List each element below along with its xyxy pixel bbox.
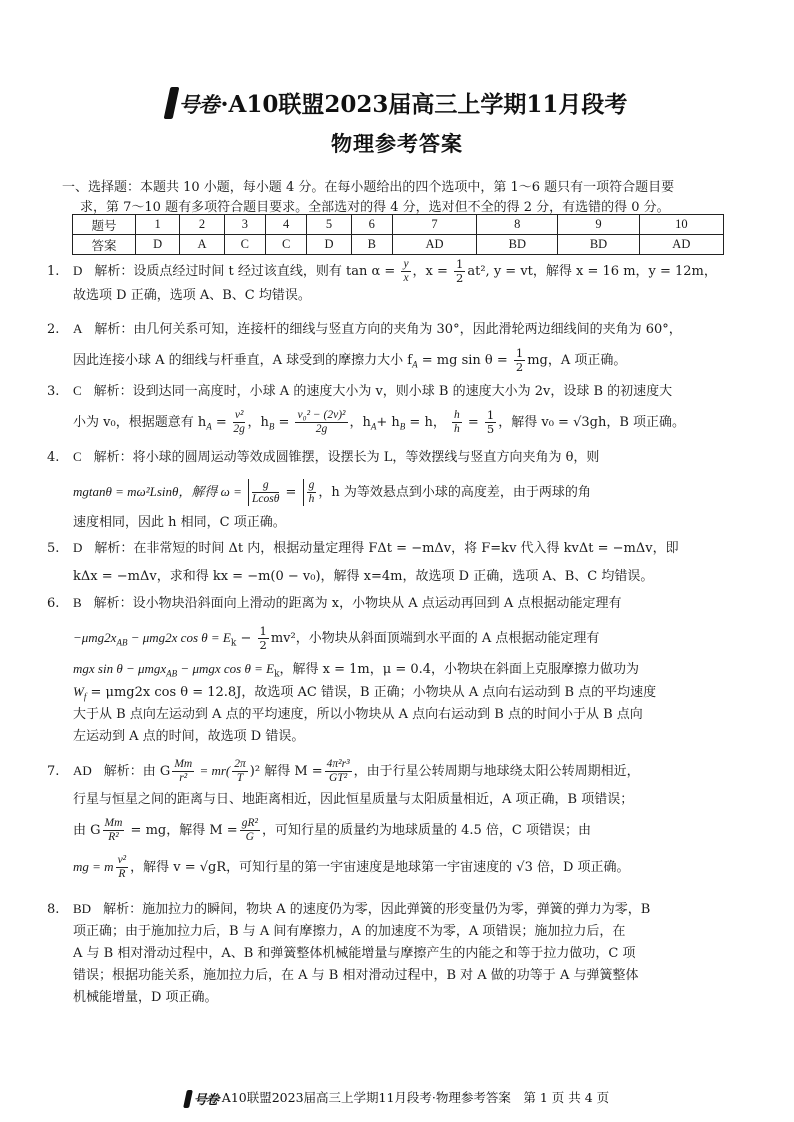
solution-text: kΔx = −mΔv，求和得 kx = −m(0 − v₀)，解得 x=4m，故选项 D 正确，选项 A、B、C 均错误。 [73, 569, 654, 584]
fraction [233, 409, 246, 436]
solution-item-3 [47, 380, 737, 436]
fraction [172, 758, 194, 785]
solution-text: 错误；根据功能关系，施加拉力后，在 A 与 B 相对滑动过程中，B 对 A 做的功等于 A 与弹簧整体 [73, 968, 639, 983]
denominator: h [308, 493, 315, 505]
numerator: g [252, 479, 279, 493]
solution-text: = μmg2x cos θ = 12.8J，故选项 AC 错误，B 正确；小物块从 A 点向右运动到 B 点的平均速度 [86, 685, 657, 700]
denominator: 2g [233, 423, 245, 435]
table-cell: 6 [351, 215, 392, 235]
solution-item-7 [47, 758, 737, 881]
brush-mark-icon [163, 87, 179, 119]
solution-text: W [73, 684, 84, 699]
solution-text: − μmgx cos θ = E [177, 661, 275, 676]
subscript: AB [116, 637, 128, 648]
solution-text: = [274, 415, 294, 430]
fraction [295, 409, 347, 436]
fraction [303, 479, 317, 506]
solution-item-2 [47, 318, 737, 374]
numerator: v² [234, 409, 244, 421]
fraction [325, 758, 352, 785]
section-intro [62, 178, 734, 218]
solution-item-8 [47, 898, 737, 1009]
denominator: GT² [329, 772, 348, 784]
solution-text: 解析：由几何关系可知，连接杆的细线与竖直方向的夹角为 30°，因此滑轮两边细线间的夹角为 60°， [94, 322, 682, 337]
fraction [240, 817, 260, 844]
table-row-numbers [73, 215, 724, 235]
denominator: 5 [486, 422, 495, 436]
solution-text: ，解得 x = 1m，μ = 0.4，小物块在斜面上克服摩擦力做功为 [279, 662, 640, 677]
table-cell: AD [639, 235, 723, 255]
fraction [116, 854, 129, 881]
table-cell: 10 [639, 215, 723, 235]
fraction [103, 817, 125, 844]
solution-text: −μmg2x [73, 630, 117, 645]
table-cell: D [136, 235, 180, 255]
table-cell: 1 [136, 215, 180, 235]
table-cell: 8 [477, 215, 558, 235]
solution-item-4: 4. C 解析：将小球的圆周运动等效成圆锥摆，设摆长为 L，等效摆线与竖直方向夹角为 θ，则 mgtanθ = mω²Lsinθ，解得 ω = $\frac{g}{Lcos\theta}$ = $\frac{g}{h}$ ，h 为等效悬点到小球的高度差，由于两球的角 速度相同，因此 h 相同，C 项正确。 [47, 446, 737, 534]
intro-line-2: 求，第 7～10 题有多项符合题目要求。全部选对的得 4 分，选对但不全的得 2 分，有选错的得 0 分。 [80, 200, 670, 215]
item-answer: AD [73, 763, 92, 778]
fraction [454, 258, 465, 285]
solution-text: 解析：由 G [103, 764, 171, 779]
table-cell: 4 [265, 215, 306, 235]
solution-text: 小为 v₀，根据题意有 h [73, 415, 207, 430]
solution-text: = mg，解得 M = [126, 823, 238, 838]
document-subtitle: 物理参考答案 [331, 131, 463, 156]
solution-text: 行星与恒星之间的距离与日、地距离相近，因此恒星质量与太阳质量相近，A 项正确，B 项错误； [73, 792, 634, 807]
numerator: 1 [486, 408, 495, 422]
table-cell: C [224, 235, 265, 255]
numerator: 1 [259, 624, 267, 638]
solution-text: 解析：设小物块沿斜面向上滑动的距离为 x，小物块从 A 点运动再回到 A 点根据动能定理有 [93, 596, 622, 611]
page-footer [0, 1088, 794, 1108]
solution-text: 解析：施加拉力的瞬间，物块 A 的速度仍为零，因此弹簧的形变量仍为零，弹簧的弹力为零，B [103, 902, 651, 917]
solution-text: mgx sin θ − μmgx [73, 661, 167, 676]
solution-text: 解析：将小球的圆周运动等效成圆锥摆，设摆长为 L，等效摆线与竖直方向夹角为 θ，则 [93, 450, 600, 465]
solution-text: A 与 B 相对滑动过程中，A、B 和弹簧整体机械能增量与摩擦产生的内能之和等于拉力做功，C 项 [73, 946, 636, 961]
solution-text: mv²，小物块从斜面顶端到水平面的 A 点根据动能定理有 [270, 631, 600, 646]
numerator: Mm [104, 817, 123, 829]
answer-table [72, 214, 724, 255]
table-cell: 2 [180, 215, 224, 235]
denominator: G [245, 831, 254, 843]
solution-text: = [211, 415, 231, 430]
fraction [401, 258, 410, 285]
denominator: 2 [259, 638, 267, 652]
solution-item-6: 6. B 解析：设小物块沿斜面向上滑动的距离为 x，小物块从 A 点运动再回到 A 点根据动能定理有 $-\mu mg2x_{AB} - \mu mg2x$ $\cos \theta = E_k$ − $\frac{1}{2}$ mv²，小物块从斜面顶端到水平面的 A 点根据动能定理有 mgx sin θ − μmgx$_{AB}$ − μmgx $\cos \theta = E_k$，解得 x = 1m，μ = 0.4，小物块在斜面上克服摩擦力做功为 $W_f = \mu mg2x$ cos θ = 12.8J，故选项 AC 错误，B 正确；小物块从 A 点向右运动到 B 点的平均速度 大于从 B 点向左运动到 A 点的平均速度，所以小物块从 A 点向右运动到 B 点的时间小于从 B 点向 左运动到 A 点的时间，故选项 D 错误。 [47, 592, 737, 748]
intro-line-1: 一、选择题：本题共 10 小题，每小题 4 分。在每小题给出的四个选项中，第 1～6 题只有一项符合题目要 [62, 180, 675, 195]
item-number: 4. [47, 450, 60, 465]
exam-title: ·A10联盟2023届高三上学期11月段考 [220, 91, 628, 118]
solution-text: 故选项 D 正确，选项 A、B、C 均错误。 [73, 288, 311, 303]
table-cell: BD [477, 235, 558, 255]
denominator: T [236, 772, 244, 784]
denominator: R² [108, 831, 119, 843]
item-answer: C [73, 383, 82, 398]
solution-text: )² 解得 M = [249, 764, 323, 779]
denominator: r² [179, 772, 188, 784]
item-answer: C [73, 449, 82, 464]
subscript: k [230, 638, 237, 649]
numerator: y [403, 258, 409, 270]
brush-mark-icon [183, 1090, 193, 1108]
fraction [248, 479, 279, 506]
fraction [485, 409, 496, 436]
numerator: 1 [456, 257, 464, 271]
numerator: 4π²r³ [326, 758, 350, 770]
item-answer: D [73, 263, 83, 278]
item-number: 3. [47, 384, 60, 399]
subscript: k [274, 669, 280, 680]
solution-text: at², y = vt，解得 x = 16 m，y = 12m， [467, 264, 717, 279]
solution-text: 项正确；由于施加拉力后，B 与 A 间有摩擦力，A 的加速度不为零，A 项错误；施加拉力后，在 [73, 924, 626, 939]
item-number: 2. [47, 322, 60, 337]
solution-text: mg，A 项正确。 [527, 353, 627, 368]
footer-text: ·A10联盟2023届高三上学期11月段考·物理参考答案 第 1 页 共 4 页 [217, 1090, 610, 1105]
logo-text: 号卷 [178, 91, 219, 117]
table-cell: AD [392, 235, 476, 255]
subscript: A [206, 421, 212, 432]
solution-text: ，x = [412, 264, 448, 279]
table-cell: C [265, 235, 306, 255]
solution-text: ，h 为等效悬点到小球的高度差，由于两球的角 [318, 485, 591, 500]
solution-text: 速度相同，因此 h 相同，C 项正确。 [73, 515, 286, 530]
solution-text: 机械能增量，D 项正确。 [73, 990, 218, 1005]
solution-text: 解析：设到达同一高度时，小球 A 的速度大小为 v，则小球 B 的速度大小为 2v，设球 B 的初速度大 [93, 384, 673, 399]
solution-text: + h [376, 415, 400, 430]
solution-text: mg = m [73, 859, 114, 874]
item-answer: B [73, 595, 82, 610]
subscript: AB [166, 668, 178, 679]
item-number: 7. [47, 764, 60, 779]
solution-text: ，h [349, 415, 371, 430]
table-header-cell: 答案 [73, 235, 136, 255]
subscript: f [83, 691, 87, 702]
numerator: h [453, 409, 460, 421]
solution-text: 大于从 B 点向左运动到 A 点的平均速度，所以小物块从 A 点向右运动到 B 点的时间小于从 B 点向 [73, 707, 643, 722]
solution-text: ，解得 v₀ = √3gh，B 项正确。 [498, 415, 685, 430]
item-answer: D [73, 540, 83, 555]
denominator: 2 [456, 271, 464, 285]
solution-text: 解析：设质点经过时间 t 经过该直线，则有 tan α = [94, 264, 396, 279]
solution-text: ，h [247, 415, 269, 430]
table-cell: 5 [307, 215, 351, 235]
denominator: 2g [315, 423, 328, 435]
solution-text: − μmg2x cos θ = E [127, 630, 231, 645]
item-answer: BD [73, 901, 92, 916]
solution-text: = mr( [196, 763, 231, 778]
solution-text: 解析：在非常短的时间 Δt 内，根据动量定理得 FΔt = −mΔv，将 F=kv 代入得 kvΔt = −mΔv，即 [94, 541, 679, 556]
table-cell: A [180, 235, 224, 255]
fraction [452, 409, 462, 436]
solution-text: mgtanθ = mω²Lsinθ，解得 ω = [73, 484, 242, 499]
subscript: A [370, 421, 377, 432]
table-header-cell: 题号 [73, 215, 136, 235]
solution-text: ，可知行星的质量约为地球质量的 4.5 倍，C 项错误；由 [261, 823, 591, 838]
denominator: Lcosθ [252, 493, 280, 505]
table-cell: 3 [224, 215, 265, 235]
solution-text: 由 G [73, 823, 101, 838]
logo-text: 号卷 [193, 1093, 218, 1108]
brand-logo [167, 87, 219, 119]
subscript: B [399, 421, 406, 432]
solution-text: 因此连接小球 A 的细线与杆垂直，A 球受到的摩擦力大小 f [73, 353, 413, 368]
item-answer: A [73, 321, 83, 336]
numerator: v₀² − (2v)² [297, 409, 346, 421]
solution-text: = mg sin θ = [417, 353, 508, 368]
table-row-answers [73, 235, 724, 255]
numerator: Mm [174, 758, 193, 770]
numerator: g [308, 479, 315, 491]
item-number: 8. [47, 902, 60, 917]
solution-text: ，由于行星公转周期与地球绕太阳公转周期相近， [353, 764, 640, 779]
solution-text: 左运动到 A 点的时间，故选项 D 错误。 [73, 729, 305, 744]
table-cell: 7 [392, 215, 476, 235]
numerator: v² [117, 854, 127, 866]
table-cell: BD [558, 235, 639, 255]
denominator: x [403, 272, 409, 284]
fraction [514, 347, 525, 374]
solution-text: ，解得 v = √gR，可知行星的第一宇宙速度是地球第一宇宙速度的 √3 倍，D 项正确。 [130, 860, 630, 875]
page-header [0, 86, 794, 126]
table-cell: B [351, 235, 392, 255]
subscript: B [268, 421, 275, 432]
numerator: 2π [234, 758, 246, 770]
item-number: 6. [47, 596, 60, 611]
fraction [232, 758, 248, 785]
numerator: gR² [241, 817, 258, 829]
numerator: 1 [515, 346, 524, 360]
subscript: A [412, 359, 418, 370]
table-cell: 9 [558, 215, 639, 235]
denominator: R [118, 868, 126, 880]
footer-logo [185, 1089, 218, 1108]
solution-item-1 [47, 258, 737, 307]
item-number: 1. [47, 264, 60, 279]
fraction [258, 625, 269, 652]
item-number: 5. [47, 541, 60, 556]
table-cell: D [307, 235, 351, 255]
solution-text: = [463, 415, 483, 430]
denominator: h [453, 423, 460, 435]
solution-text: = h， [405, 415, 446, 430]
solution-item-5 [47, 537, 737, 588]
denominator: 2 [515, 360, 524, 374]
